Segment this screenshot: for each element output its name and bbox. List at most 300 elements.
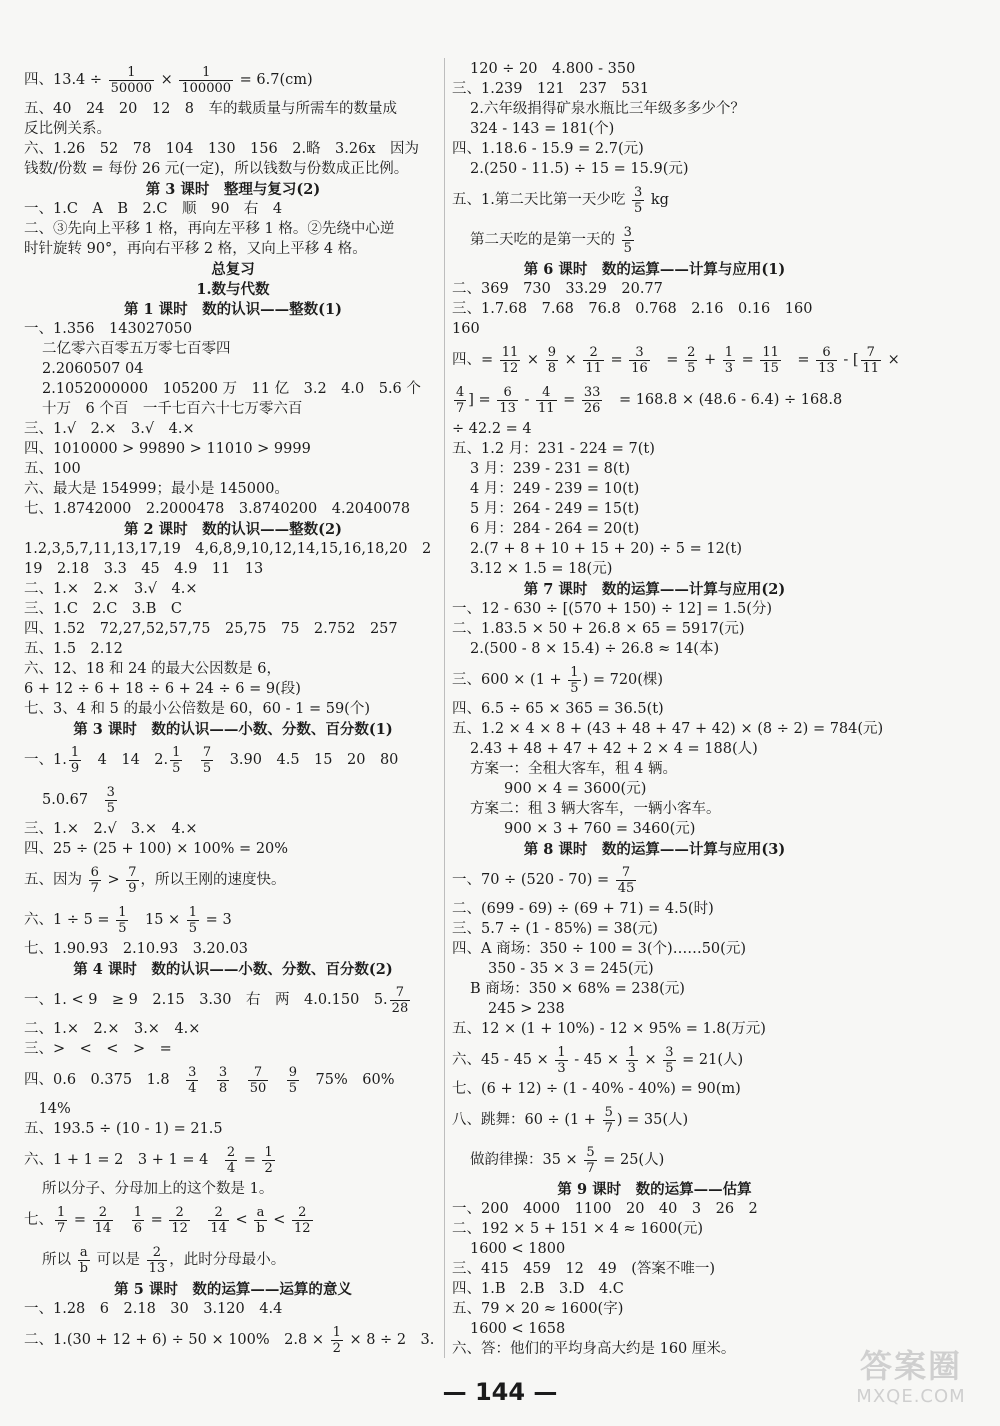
fraction-denominator: 3: [557, 1060, 566, 1076]
text-run: =: [558, 392, 580, 408]
text-run: [184, 752, 199, 768]
fraction: [89, 865, 101, 896]
text-run: <: [230, 1212, 253, 1228]
answer-line: 五、79 × 20 ≈ 1600(字): [452, 1301, 624, 1317]
fraction-denominator: b: [256, 1220, 265, 1236]
fraction-numerator: 7: [202, 744, 212, 760]
text-run: =: [239, 1152, 261, 1168]
fraction: [287, 1065, 299, 1096]
text-run: - 45 ×: [569, 1052, 624, 1068]
answer-line: [452, 180, 857, 220]
answer-line: 二、1.× 2.× 3.√ 4.×: [24, 581, 198, 597]
answer-line: 四、1.18.6 - 15.9 = 2.7(元): [452, 141, 644, 157]
fraction: [331, 1325, 343, 1356]
fraction-numerator: 1: [109, 65, 154, 81]
fraction: [629, 345, 650, 376]
section-title: 第 9 课时 数的运算——估算: [557, 1181, 752, 1198]
fraction: [179, 65, 233, 96]
fraction-denominator: 4: [226, 1160, 236, 1176]
answer-line: 七、3、4 和 5 的最小公倍数是 60，60 - 1 = 59(个): [24, 701, 370, 717]
fraction: [816, 345, 837, 376]
section-title: 第 6 课时 数的运算——计算与应用(1): [523, 261, 786, 278]
answer-line: 六、最大是 154999；最小是 145000。: [24, 481, 289, 497]
text-run: =: [737, 352, 759, 368]
fraction-numerator: 7: [616, 865, 637, 881]
fraction-denominator: 5: [188, 920, 198, 936]
fraction: [225, 1145, 237, 1176]
text-run: 八、跳舞：60 ÷ (1 +: [452, 1112, 601, 1128]
answer-line: 900 × 4 = 3600(元): [504, 781, 647, 797]
fraction-denominator: 50000: [110, 80, 153, 96]
fraction-denominator: 14: [210, 1220, 227, 1236]
text-run: [200, 1072, 215, 1088]
text-run: ，所以王刚的速度快。: [140, 872, 286, 888]
fraction-numerator: 1: [570, 664, 579, 680]
fraction: [622, 225, 634, 256]
answer-line: [452, 860, 857, 900]
text-run: 一、70 ÷ (520 - 70) =: [452, 872, 614, 888]
watermark-url: MXQE.COM: [856, 1386, 966, 1407]
answer-line: 五、1.5 2.12: [24, 641, 123, 657]
fraction-denominator: 5: [570, 680, 579, 696]
fraction: [603, 1105, 615, 1136]
section-title: 第 4 课时 数的认识——小数、分数、百分数(2): [73, 961, 393, 978]
text-run: kg: [646, 192, 669, 208]
section-title: 第 7 课时 数的运算——计算与应用(2): [523, 581, 786, 598]
text-run: ×: [883, 352, 900, 368]
text-run: 第二天吃的是第一天的: [470, 232, 620, 248]
answer-line: [24, 740, 442, 780]
answer-line: 3.12 × 1.5 = 18(元): [470, 561, 613, 577]
answer-line: 6 月：284 - 264 = 20(t): [470, 521, 640, 537]
fraction-denominator: 9: [128, 880, 137, 896]
section-title: 第 5 课时 数的运算——运算的意义: [114, 1281, 352, 1298]
fraction-denominator: 5: [118, 920, 127, 936]
answer-line: 19 2.18 3.3 45 4.9 11 13: [24, 561, 264, 577]
fraction-denominator: 7: [57, 1220, 66, 1236]
fraction-denominator: 12: [501, 360, 519, 376]
fraction: [69, 745, 81, 776]
watermark-logo: [836, 1346, 986, 1416]
answer-line: 反比例关系。: [24, 121, 111, 137]
fraction-numerator: 9: [288, 1064, 298, 1080]
fraction-denominator: 11: [585, 360, 602, 376]
answer-line: 1600 < 1800: [470, 1241, 566, 1257]
fraction-numerator: 5: [604, 1104, 613, 1120]
text-run: =: [605, 352, 628, 368]
answer-line: [452, 660, 857, 700]
fraction: [582, 385, 603, 416]
answer-line: 245 > 238: [488, 1001, 565, 1017]
answer-line: 三、1.7.68 7.68 76.8 0.768 2.16 0.16 160: [452, 301, 813, 317]
fraction-numerator: 3: [188, 1064, 197, 1080]
fraction: [663, 1045, 675, 1076]
text-run: 六、1 ÷ 5 =: [24, 912, 115, 928]
fraction-numerator: 1: [188, 904, 198, 920]
text-run: ) = 35(人): [616, 1112, 689, 1128]
text-run: 六、1 + 1 = 2 3 + 1 = 4: [24, 1152, 223, 1168]
answer-line: [24, 1200, 442, 1240]
fraction-denominator: 6: [133, 1220, 142, 1236]
answer-line: 2.(250 - 11.5) ÷ 15 = 15.9(元): [470, 161, 689, 177]
fraction-numerator: 1: [627, 1044, 636, 1060]
text-run: × 8 ÷ 2 3.: [344, 1332, 435, 1348]
answer-line: 方案二：租 3 辆大客车，一辆小客车。: [470, 801, 721, 817]
fraction-denominator: b: [79, 1260, 88, 1276]
fraction: [187, 905, 199, 936]
answer-line: 5 月：264 - 249 = 15(t): [470, 501, 640, 517]
fraction: [497, 385, 518, 416]
text-run: 四、13.4 ÷: [24, 72, 107, 88]
text-run: 所以: [42, 1252, 76, 1268]
fraction: [147, 1245, 168, 1276]
fraction-numerator: 2: [147, 1245, 168, 1261]
fraction: [584, 1145, 596, 1176]
fraction-denominator: 100000: [181, 80, 232, 96]
text-run: ×: [156, 72, 178, 88]
fraction: [109, 65, 154, 96]
answer-line: 二、1.83.5 × 50 + 26.8 × 65 = 5917(元): [452, 621, 745, 637]
fraction-denominator: 7: [586, 1160, 595, 1176]
answer-line: 1600 < 1658: [470, 1321, 566, 1337]
fraction-denominator: 5: [623, 240, 632, 256]
answer-line: 四、A 商场：350 ÷ 100 = 3(个)……50(元): [452, 941, 746, 957]
text-run: 二、1.(30 + 12 + 6) ÷ 50 × 100% 2.8 ×: [24, 1332, 329, 1348]
answer-line: 二、369 730 33.29 20.77: [452, 281, 663, 297]
fraction-numerator: 7: [390, 985, 411, 1001]
fraction-numerator: 1: [264, 1144, 273, 1160]
text-run: [231, 1072, 246, 1088]
fraction-numerator: 2: [208, 1205, 229, 1221]
answer-line: 三、1.× 2.√ 3.× 4.×: [24, 821, 198, 837]
answer-line: 钱数/份数 = 每份 26 元(一定)，所以钱数与份数成正比例。: [24, 161, 409, 177]
fraction-numerator: 7: [128, 864, 137, 880]
fraction-numerator: 4: [536, 385, 557, 401]
fraction-numerator: 6: [90, 864, 99, 880]
section-title: 总复习: [211, 261, 255, 278]
fraction: [132, 1205, 144, 1236]
text-run: 4 14 2.: [83, 752, 169, 768]
answer-line: 五、1.2 × 4 × 8 + (43 + 48 + 47 + 42) × (8 ÷ 2) = 784(元): [452, 721, 884, 737]
answer-line: 一、1.356 143027050: [24, 321, 193, 337]
fraction: [186, 1065, 198, 1096]
answer-line: 2.1052000000 105200 万 11 亿 3.2 4.0 5.6 个: [42, 381, 421, 397]
fraction: [568, 665, 580, 696]
text-run: =: [145, 1212, 168, 1228]
fraction: [626, 1045, 638, 1076]
fraction-numerator: 1: [332, 1324, 341, 1340]
answer-line: 二、1.× 2.× 3.× 4.×: [24, 1021, 201, 1037]
answer-line: [24, 60, 442, 100]
fraction-numerator: 7: [861, 345, 882, 361]
fraction: [616, 865, 637, 896]
answer-line: 二、③先向上平移 1 格，再向左平移 1 格。②先绕中心逆: [24, 221, 395, 237]
answer-line: 一、200 4000 1100 20 40 3 26 2: [452, 1201, 758, 1217]
section-title: 第 1 课时 数的认识——整数(1): [124, 301, 342, 318]
answer-line: 六、12、18 和 24 的最大公因数是 6，: [24, 661, 282, 677]
fraction: [217, 1065, 229, 1096]
fraction-numerator: 3: [665, 1044, 674, 1060]
fraction: [583, 345, 604, 376]
answer-line: [24, 860, 442, 900]
text-run: 一、1. < 9 ≥ 9 2.15 3.30 右 两 4.0.150 5.: [24, 992, 388, 1008]
text-run: +: [699, 352, 721, 368]
answer-line: 二、(699 - 69) ÷ (69 + 71) = 4.5(时): [452, 901, 714, 917]
fraction-denominator: 28: [391, 1000, 409, 1016]
fraction-numerator: 3: [623, 224, 632, 240]
fraction-denominator: 12: [294, 1220, 311, 1236]
section-title: 第 2 课时 数的认识——整数(2): [124, 521, 342, 538]
section-title: 第 3 课时 整理与复习(2): [145, 181, 321, 198]
fraction-numerator: a: [254, 1205, 266, 1221]
fraction-denominator: 3: [627, 1060, 636, 1076]
answer-line: 四、1.B 2.B 3.D 4.C: [452, 1281, 624, 1297]
text-run: = 168.8 × (48.6 - 6.4) ÷ 168.8: [604, 392, 843, 408]
answer-line: 一、12 - 630 ÷ [(570 + 150) ÷ 12] = 1.5(分): [452, 601, 773, 617]
fraction-numerator: 2: [226, 1144, 236, 1160]
right-column: [452, 60, 900, 1360]
fraction-denominator: 11: [537, 400, 555, 416]
answer-line: 四、1010000 > 99890 > 11010 > 9999: [24, 441, 311, 457]
answer-line: 350 - 35 × 3 = 245(元): [488, 961, 654, 977]
text-run: ×: [522, 352, 544, 368]
answer-line: 324 - 143 = 181(个): [470, 121, 615, 137]
fraction-numerator: 3: [629, 345, 650, 361]
answer-line: 三、1.C 2.C 3.B C: [24, 601, 182, 617]
fraction-denominator: 13: [499, 400, 516, 416]
section-title: 第 8 课时 数的运算——计算与应用(3): [523, 841, 786, 858]
fraction: [536, 385, 557, 416]
answer-line: 三、1.239 121 237 531: [452, 81, 650, 97]
text-run: [192, 1212, 207, 1228]
fraction-numerator: 1: [179, 65, 233, 81]
fraction-numerator: 2: [169, 1205, 190, 1221]
text-run: = 6.7(cm): [235, 72, 313, 88]
fraction-numerator: 2: [93, 1205, 114, 1221]
fraction-denominator: 26: [583, 400, 601, 416]
fraction: [93, 1205, 114, 1236]
answer-line: 五、100: [24, 461, 81, 477]
fraction-numerator: 1: [133, 1204, 142, 1220]
fraction-denominator: 11: [862, 360, 880, 376]
fraction-denominator: 15: [762, 360, 779, 376]
fraction-numerator: 1: [70, 744, 80, 760]
page-number: — 144 —: [442, 1378, 558, 1406]
fraction: [546, 345, 558, 376]
fraction-numerator: 7: [248, 1065, 269, 1081]
fraction: [632, 185, 644, 216]
answer-line: 14%: [24, 1101, 71, 1117]
fraction: [201, 745, 213, 776]
answer-line: [452, 340, 900, 380]
text-run: = 25(人): [598, 1152, 665, 1168]
fraction-denominator: 2: [264, 1160, 273, 1176]
fraction: [555, 1045, 567, 1076]
fraction-denominator: 7: [604, 1120, 613, 1136]
fraction-numerator: 1: [724, 344, 734, 360]
answer-line: 五、40 24 20 12 8 车的载质量与所需车的数量成: [24, 101, 398, 117]
text-run: 六、45 - 45 ×: [452, 1052, 554, 1068]
fraction-numerator: 9: [547, 344, 556, 360]
text-run: <: [268, 1212, 291, 1228]
fraction-denominator: 12: [171, 1220, 188, 1236]
fraction: [292, 1205, 313, 1236]
answer-line: 七、(6 + 12) ÷ (1 - 40% - 40%) = 90(m): [452, 1081, 741, 1097]
fraction-denominator: 9: [70, 760, 80, 776]
fraction-denominator: 13: [148, 1260, 166, 1276]
fraction: [55, 1205, 67, 1236]
answer-line: [24, 1240, 442, 1280]
fraction-denominator: 7: [456, 400, 465, 416]
fraction-denominator: 13: [818, 360, 835, 376]
text-run: 15 ×: [130, 912, 185, 928]
answer-line: B 商场：350 × 68% = 238(元): [470, 981, 685, 997]
answer-line: 五、193.5 ÷ (10 - 1) = 21.5: [24, 1121, 223, 1137]
fraction: [116, 905, 128, 936]
answer-line: 4 月：249 - 239 = 10(t): [470, 481, 640, 497]
answer-line: [24, 1140, 442, 1180]
answer-line: [452, 1100, 857, 1140]
text-run: [115, 1212, 130, 1228]
fraction-denominator: 7: [90, 880, 99, 896]
answer-line: 三、5.7 ÷ (1 - 85%) = 38(元): [452, 921, 658, 937]
fraction-denominator: 5: [202, 760, 212, 776]
answer-line: 七、1.8742000 2.2000478 3.8740200 4.2040078: [24, 501, 411, 517]
fraction-denominator: 50: [249, 1080, 267, 1096]
fraction-numerator: a: [78, 1245, 90, 1261]
watermark-text: 答案圈: [859, 1347, 962, 1385]
answer-line: 七、1.90.93 2.10.93 3.20.03: [24, 941, 249, 957]
fraction-denominator: 8: [547, 360, 556, 376]
fraction-numerator: 2: [687, 344, 696, 360]
text-run: ) = 720(棵): [582, 672, 664, 688]
fraction: [254, 1205, 266, 1236]
fraction-numerator: 1: [57, 1204, 66, 1220]
fraction: [723, 345, 735, 376]
text-run: ] =: [468, 392, 496, 408]
fraction-denominator: 5: [288, 1080, 298, 1096]
text-run: ×: [639, 1052, 662, 1068]
answer-line: [24, 1060, 442, 1100]
answer-line: 十万 6 个百 一千七百六十七万零六百: [42, 401, 303, 417]
text-run: -: [519, 392, 534, 408]
answer-line: [452, 380, 857, 420]
fraction-numerator: 3: [633, 184, 643, 200]
text-run: = 3: [201, 912, 232, 928]
fraction: [262, 1145, 274, 1176]
fraction-denominator: 5: [633, 200, 643, 216]
answer-line: 2.六年级捐得矿泉水瓶比三年级多多少个？: [470, 101, 745, 117]
fraction-numerator: 33: [583, 384, 601, 400]
fraction: [105, 785, 117, 816]
fraction-denominator: 14: [94, 1220, 112, 1236]
answer-line: 五、12 × (1 + 10%) - 12 × 95% = 1.8(万元): [452, 1021, 766, 1037]
fraction-denominator: 16: [631, 360, 648, 376]
fraction: [760, 345, 781, 376]
section-title: 第 3 课时 数的认识——小数、分数、百分数(1): [73, 721, 393, 738]
text-run: ，此时分母最小。: [169, 1252, 286, 1268]
answer-line: [452, 1040, 857, 1080]
fraction-denominator: 4: [188, 1080, 197, 1096]
fraction-denominator: 3: [724, 360, 734, 376]
answer-line: 时针旋转 90°，再向右平移 2 格，又向上平移 4 格。: [24, 241, 367, 257]
fraction-denominator: 5: [687, 360, 696, 376]
fraction: [78, 1245, 90, 1276]
fraction-numerator: 2: [583, 345, 604, 361]
fraction-denominator: 5: [665, 1060, 674, 1076]
answer-line: 1.2,3,5,7,11,13,17,19 4,6,8,9,10,12,14,15,16,18,20 2: [24, 541, 432, 557]
answer-line: 二亿零六百零五万零七百零四: [42, 341, 231, 357]
answer-line: 2.43 + 48 + 47 + 42 + 2 × 4 = 188(人): [470, 741, 758, 757]
answer-line: 160: [452, 321, 480, 337]
fraction: [454, 385, 466, 416]
fraction: [390, 985, 411, 1016]
text-run: =: [651, 352, 684, 368]
fraction-denominator: 5: [172, 760, 181, 776]
text-run: 四、0.6 0.375 1.8: [24, 1072, 185, 1088]
text-run: 可以是: [91, 1252, 145, 1268]
answer-line: 所以分子、分母加上的这个数是 1。: [42, 1181, 274, 1197]
fraction-numerator: 3: [106, 784, 115, 800]
answer-line: 一、1.28 6 2.18 30 3.120 4.4: [24, 1301, 283, 1317]
answer-line: 五、1.2 月：231 - 224 = 7(t): [452, 441, 655, 457]
answer-line: 方案一：全租大客车，租 4 辆。: [470, 761, 677, 777]
answer-line: ÷ 42.2 = 4: [452, 421, 532, 437]
fraction-numerator: 2: [292, 1205, 313, 1221]
answer-line: 四、6.5 ÷ 65 × 365 = 36.5(t): [452, 701, 664, 717]
text-run: = 21(人): [677, 1052, 744, 1068]
fraction: [685, 345, 697, 376]
answer-line: 120 ÷ 20 4.800 - 350: [470, 61, 636, 77]
fraction-denominator: 5: [106, 800, 115, 816]
answer-line: 900 × 3 + 760 = 3460(元): [504, 821, 696, 837]
fraction-numerator: 4: [456, 384, 465, 400]
fraction-numerator: 6: [816, 345, 837, 361]
fraction-numerator: 6: [497, 385, 518, 401]
answer-line: 三、1.√ 2.× 3.√ 4.×: [24, 421, 195, 437]
answer-line: 3 月：239 - 231 = 8(t): [470, 461, 631, 477]
text-run: 五、1.第二天比第一天少吃: [452, 192, 630, 208]
fraction: [170, 745, 182, 776]
answer-line: 三、415 459 12 49 (答案不唯一): [452, 1261, 716, 1277]
text-run: 七、: [24, 1212, 53, 1228]
answer-line: 6 + 12 ÷ 6 + 18 ÷ 6 + 24 ÷ 6 = 9(段): [24, 681, 301, 697]
answer-line: [452, 1140, 857, 1180]
text-run: 75% 60%: [301, 1072, 395, 1088]
fraction: [248, 1065, 269, 1096]
fraction-numerator: 1: [118, 904, 127, 920]
fraction-numerator: 11: [762, 344, 779, 360]
fraction-numerator: 11: [501, 344, 519, 360]
text-run: >: [102, 872, 125, 888]
section-title: 1.数与代数: [196, 281, 270, 298]
fraction: [169, 1205, 190, 1236]
answer-line: 2.(7 + 8 + 10 + 15 + 20) ÷ 5 = 12(t): [470, 541, 742, 557]
fraction-denominator: 45: [617, 880, 635, 896]
text-run: 一、1.: [24, 752, 67, 768]
text-run: 做韵律操：35 ×: [470, 1152, 583, 1168]
fraction: [126, 865, 138, 896]
text-run: =: [69, 1212, 91, 1228]
answer-line: 六、1.26 52 78 104 130 156 2.略 3.26x 因为: [24, 141, 420, 157]
column-divider: [444, 58, 445, 1358]
fraction: [208, 1205, 229, 1236]
answer-line: [24, 900, 442, 940]
left-column: [24, 60, 442, 1360]
answer-line: 六、答：他们的平均身高大约是 160 厘米。: [452, 1341, 736, 1357]
fraction-denominator: 8: [218, 1080, 228, 1096]
text-run: =: [782, 352, 815, 368]
